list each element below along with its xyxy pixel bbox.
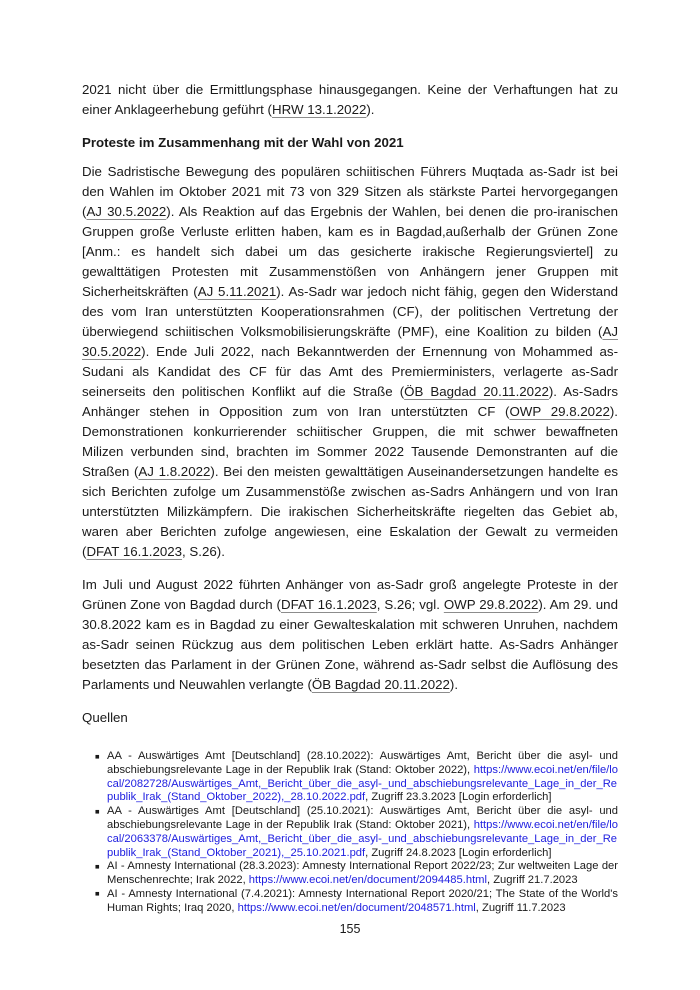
citation-link[interactable]: ÖB Bagdad 20.11.2022: [404, 384, 549, 399]
text-segment: ). As-Sadr war jedoch nicht fähig, gegen den Widerstand des vom Iran unterstützten Kooperationsrahmen (CF), der politischen Vertretung der überwiegend schiitischen Volksmobilisierungskräfte (PMF), eine Koalition zu bilden (: [82, 284, 618, 339]
citation-link[interactable]: DFAT 16.1.2023: [86, 544, 183, 559]
text-segment: , S.26; vgl.: [376, 597, 444, 612]
source-item: [95, 750, 618, 805]
citation-link[interactable]: OWP 29.8.2022: [443, 597, 539, 612]
bullet-square-icon: ■: [95, 889, 100, 899]
july-august-paragraph: [82, 575, 618, 695]
text-segment: ). As-Sadrs Anhänger stehen in Opposition zum von Iran unterstützten CF (: [82, 384, 618, 419]
text-segment: AI - Amnesty International (28.3.2023): Amnesty International Report 2022/23; Zur weltweiten Lage der Menschenrechte; Irak 2022,: [107, 860, 618, 887]
source-item: [95, 860, 618, 888]
citation-link[interactable]: AJ 30.5.2022: [86, 204, 167, 219]
text-segment: AA - Auswärtiges Amt [Deutschland] (28.10.2022): Auswärtiges Amt, Bericht über die asyl- und abschiebungsrelevante Lage in der Republik Irak (Stand: Oktober 2022),: [107, 750, 618, 776]
citation-link[interactable]: AJ 5.11.2021: [197, 284, 277, 299]
text-segment: , Zugriff 11.7.2023: [475, 901, 566, 914]
citation-link[interactable]: ÖB Bagdad 20.11.2022: [311, 677, 450, 692]
election-paragraph: [82, 162, 618, 562]
bullet-square-icon: ■: [95, 751, 100, 761]
source-text: [107, 805, 618, 858]
citation-link[interactable]: HRW 13.1.2022: [272, 102, 367, 117]
citation-link[interactable]: OWP 29.8.2022: [509, 404, 610, 419]
source-text: [107, 888, 618, 914]
text-segment: AA - Auswärtiges Amt [Deutschland] (25.10.2021): Auswärtiges Amt, Bericht über die asyl- und abschiebungsrelevante Lage in der Republik Irak (Stand: Oktober 2021),: [107, 805, 618, 831]
bullet-square-icon: ■: [95, 806, 100, 816]
intro-paragraph: [82, 80, 618, 120]
text-segment: ). Ende Juli 2022, nach Bekanntwerden der Ernennung von Mohammed as-Sudani als Kandidat des CF für das Amt des Premierministers, verlagerte as-Sadr seinerseits den politischen Konflikt auf die Straße (: [82, 344, 618, 399]
citation-link[interactable]: AJ 30.5.2022: [82, 324, 618, 359]
citation-link[interactable]: AJ 1.8.2022: [138, 464, 211, 479]
text-segment: ). Demonstrationen konkurrierender schiitischer Gruppen, die mit schwer bewaffneten Milizen verbunden sind, brachten im Sommer 2022 Tausende Demonstranten auf die Straßen (: [82, 404, 618, 479]
sources-list: [82, 750, 618, 916]
url-link[interactable]: https://www.ecoi.net/en/document/2094485.html: [248, 874, 487, 887]
page-number: 155: [339, 922, 361, 936]
url-link[interactable]: https://www.ecoi.net/en/file/local/2063378/Auswärtiges_Amt,_Bericht_über_die_asyl-_und_abschiebungsrelevante_Lage_in_der_Republik_Irak_(Stand_Oktober_2021),_25.10.2021.pdf: [107, 818, 618, 859]
url-link[interactable]: https://www.ecoi.net/en/document/2048571.html: [237, 901, 476, 914]
text-segment: ). Bei den meisten gewalttätigen Auseinandersetzungen handelte es sich Berichten zufolge um Zusammenstöße zwischen as-Sadrs Anhängern und von Iran unterstützten Milizkämpfern. Die irakischen Sicherheitskräfte riegelten das Gebiet ab, waren aber Berichten zufolge angewiesen, eine Eskalation der Gewalt zu vermeiden (: [82, 464, 618, 559]
source-text: [107, 750, 618, 803]
section-heading: Proteste im Zusammenhang mit der Wahl von 2021: [82, 135, 404, 150]
text-segment: AI - Amnesty International (7.4.2021): Amnesty International Report 2020/21; The State of the World's Human Rights; Iraq 2020,: [107, 887, 618, 914]
source-item: [95, 888, 618, 916]
text-segment: ). Am 29. und 30.8.2022 kam es in Bagdad zu einer Gewalteskalation mit schweren Unruhen, nachdem as-Sadr seinen Rückzug aus dem politischen Leben erklärt hatte. As-Sadrs Anhänger besetzten das Parlament in der Grünen Zone, während as-Sadr selbst die Auflösung des Parlaments und Neuwahlen verlangte (: [82, 597, 618, 692]
text-segment: ). Als Reaktion auf das Ergebnis der Wahlen, bei denen die pro-iranischen Gruppen große Verluste erlitten haben, kam es in Bagdad,außerhalb der Grünen Zone [Anm.: es handelt sich dabei um das gesicherte irakische Regierungsviertel] zu gewalttätigen Protesten mit Zusammenstößen von Anhängern jener Gruppen mit Sicherheitskräften (: [82, 204, 618, 299]
text-segment: , Zugriff 23.3.2023 [Login erforderlich]: [365, 791, 552, 804]
source-text: [107, 860, 618, 886]
url-link[interactable]: https://www.ecoi.net/en/file/local/2082728/Auswärtiges_Amt,_Bericht_über_die_asyl-_und_abschiebungsrelevante_Lage_in_der_Republik_Irak_(Stand_Oktober_2022),_28.10.2022.pdf: [107, 763, 618, 804]
text-segment: Die Sadristische Bewegung des populären schiitischen Führers Muqtada as-Sadr ist bei den Wahlen im Oktober 2021 mit 73 von 329 Sitzen als stärkste Partei hervorgegangen (: [82, 164, 618, 219]
text-segment: Im Juli und August 2022 führten Anhänger von as-Sadr groß angelegte Proteste in der Grünen Zone von Bagdad durch (: [82, 577, 618, 612]
text-segment: , Zugriff 24.8.2023 [Login erforderlich]: [365, 846, 552, 859]
text-segment: , Zugriff 21.7.2023: [486, 874, 578, 887]
page-content: [82, 80, 618, 916]
sources-heading: Quellen: [82, 710, 128, 725]
text-segment: ).: [449, 677, 459, 692]
text-segment: ).: [366, 102, 375, 117]
citation-link[interactable]: DFAT 16.1.2023: [280, 597, 377, 612]
text-segment: , S.26).: [182, 544, 225, 559]
bullet-square-icon: ■: [95, 861, 100, 871]
text-segment: 2021 nicht über die Ermittlungsphase hinausgegangen. Keine der Verhaftungen hat zu einer Anklageerhebung geführt (: [82, 82, 618, 117]
source-item: [95, 805, 618, 860]
